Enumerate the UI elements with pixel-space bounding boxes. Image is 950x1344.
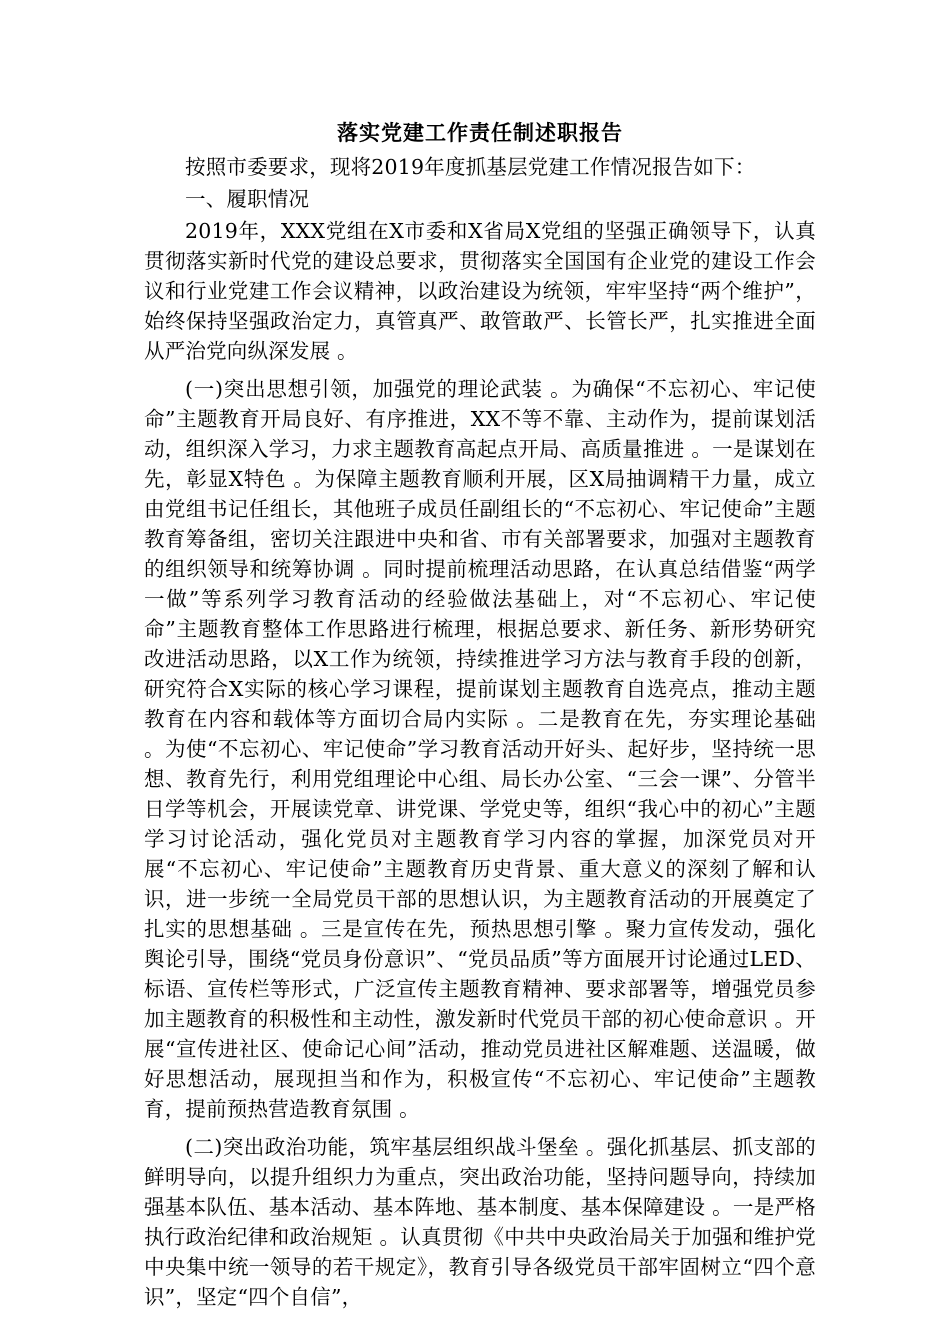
document-page (144, 118, 816, 1312)
body-paragraph: 2019年，XXX党组在X市委和X省局X党组的坚强正确领导下，认真贯彻落实新时代党的建设总要求，贯彻落实全国国有企业党的建设工作会议和行业党建工作会议精神，以政治建设为统领，牢牢坚持“两个维护”，始终保持坚强政治定力，真管真严、敢管敢严、长管长严，扎实推进全面从严治党向纵深发展 。 (144, 219, 816, 363)
document-title: 落实党建工作责任制述职报告 (337, 120, 623, 145)
body-paragraph: (一)突出思想引领，加强党的理论武装 。为确保“不忘初心、牢记使命”主题教育开局良好、有序推进，XX不等不靠、主动作为，提前谋划活动，组织深入学习，力求主题教育高起点开局、高质量推进 。一是谋划在先，彰显X特色 。为保障主题教育顺利开展，区X局抽调精干力量，成立由党组书记任组长，其他班子成员任副组长的“不忘初心、牢记使命”主题教育筹备组，密切关注跟进中央和省、市有关部署要求，加强对主题教育的组织领导和统筹协调 。同时提前梳理活动思路，在认真总结借鉴“两学一做”等系列学习教育活动的经验做法基础上，对“不忘初心、牢记使命”主题教育整体工作思路进行梳理，根据总要求、新任务、新形势研究改进活动思路，以X工作为统领，持续推进学习方法与教育手段的创新，研究符合X实际的核心学习课程，提前谋划主题教育自选亮点，推动主题教育在内容和载体等方面切合局内实际 。二是教育在先，夯实理论基础 。为使“不忘初心、牢记使命”学习教育活动开好头、起好步，坚持统一思想、教育先行，利用党组理论中心组、局长办公室、“三会一课”、分管半日学等机会，开展读党章、讲党课、学党史等，组织“我心中的初心”主题学习讨论活动，强化党员对主题教育学习内容的掌握，加深党员对开展“不忘初心、牢记使命”主题教育历史背景、重大意义的深刻了解和认识，进一步统一全局党员干部的思想认识，为主题教育活动的开展奠定了扎实的思想基础 。三是宣传在先，预热思想引擎 。聚力宣传发动，强化舆论引导，围绕“党员身份意识”、“党员品质”等方面展开讨论通过LED、标语、宣传栏等形式，广泛宣传主题教育精神、要求部署等，增强党员参加主题教育的积极性和主动性，激发新时代党员干部的初心使命意识 。开展“宣传进社区、使命记心间”活动，推动党员进社区解难题、送温暖，做好思想活动，展现担当和作为，积极宣传“不忘初心、牢记使命”主题教育，提前预热营造教育氛围 。 (144, 377, 816, 1121)
section-heading: 一、履职情况 (185, 187, 310, 211)
body-paragraph: (二)突出政治功能，筑牢基层组织战斗堡垒 。强化抓基层、抓支部的鲜明导向，以提升组织力为重点，突出政治功能，坚持问题导向，持续加强基本队伍、基本活动、基本阵地、基本制度、基本保障建设 。一是严格执行政治纪律和政治规矩 。认真贯彻《中共中央政治局关于加强和维护党中央集中统一领导的若干规定》，教育引导各级党员干部牢固树立“四个意识”，坚定“四个自信”， (144, 1135, 816, 1309)
intro-paragraph: 按照市委要求，现将2019年度抓基层党建工作情况报告如下： (185, 155, 756, 179)
